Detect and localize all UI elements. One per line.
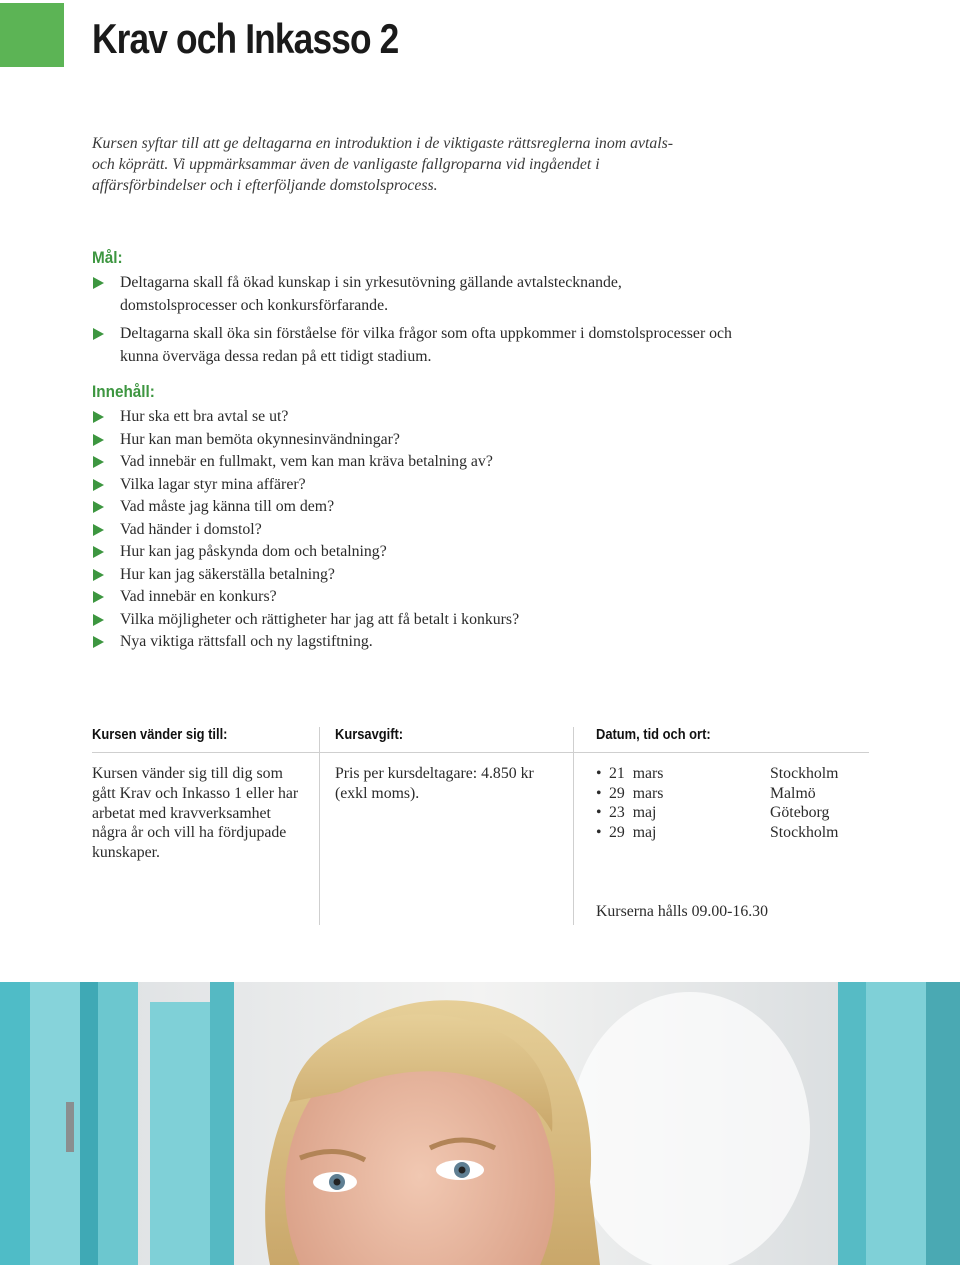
audience-text: Kursen vänder sig till dig som gått Krav och Inkasso 1 eller har arbetat med kravverksamhet några år och vill ha fördjupade kunskaper. <box>92 765 299 862</box>
triangle-bullet-icon <box>93 569 104 581</box>
content-list <box>92 406 792 654</box>
audience-heading: Kursen vänder sig till: <box>92 726 228 743</box>
triangle-bullet-icon <box>93 524 104 536</box>
list-item: Vilka möjligheter och rättigheter har jag att få betalt i konkurs? <box>92 609 792 632</box>
goals-heading: Mål: <box>92 248 123 267</box>
list-item: Hur ska ett bra avtal se ut? <box>92 406 792 429</box>
list-item: Vad händer i domstol? <box>92 519 792 542</box>
schedule-row: • 21 mars Stockholm <box>596 765 839 782</box>
triangle-bullet-icon <box>93 479 104 491</box>
page-title: Krav och Inkasso 2 <box>92 15 399 62</box>
triangle-bullet-icon <box>93 636 104 648</box>
course-hours: Kurserna hålls 09.00-16.30 <box>596 903 768 920</box>
list-item: Hur kan jag påskynda dom och betalning? <box>92 541 792 564</box>
fee-heading: Kursavgift: <box>335 726 404 743</box>
triangle-bullet-icon <box>93 411 104 423</box>
column-divider <box>573 727 574 925</box>
list-item: Vad innebär en fullmakt, vem kan man kräva betalning av? <box>92 451 792 474</box>
list-item: Deltagarna skall få ökad kunskap i sin yrkesutövning gällande avtalstecknande, domstolsprocesser och konkursförfarande. <box>92 272 732 317</box>
triangle-bullet-icon <box>93 614 104 626</box>
schedule-row: • 29 maj Stockholm <box>596 823 839 841</box>
column-divider <box>319 727 320 925</box>
schedule-row: • 29 mars Malmö <box>596 784 816 802</box>
table-divider <box>92 752 869 753</box>
triangle-bullet-icon <box>93 546 104 558</box>
list-item: Nya viktiga rättsfall och ny lagstiftning. <box>92 631 792 654</box>
goals-list <box>92 272 732 374</box>
schedule-list <box>596 764 856 842</box>
intro-paragraph: Kursen syftar till att ge deltagarna en introduktion i de viktigaste rättsreglerna inom avtals- och köprätt. Vi uppmärksammar även de vanligaste fallgroparna vid ingåendet i affärsförbindelser och i efterföljande domstolsprocess. <box>92 135 674 194</box>
triangle-bullet-icon <box>93 591 104 603</box>
list-item: Hur kan man bemöta okynnesinvändningar? <box>92 429 792 452</box>
list-item: Vad måste jag känna till om dem? <box>92 496 792 519</box>
triangle-bullet-icon <box>93 434 104 446</box>
woman-portrait-image <box>0 982 960 1265</box>
schedule-row: • 23 maj Göteborg <box>596 804 830 822</box>
fee-text: Pris per kursdeltagare: 4.850 kr (exkl moms). <box>335 765 534 802</box>
list-item: Vilka lagar styr mina affärer? <box>92 474 792 497</box>
triangle-bullet-icon <box>93 501 104 513</box>
triangle-bullet-icon <box>93 456 104 468</box>
content-heading: Innehåll: <box>92 382 155 401</box>
list-item: Deltagarna skall öka sin förståelse för vilka frågor som ofta uppkommer i domstolsprocesser och kunna överväga dessa redan på ett tidigt stadium. <box>92 323 732 368</box>
brand-green-square <box>0 3 64 67</box>
course-photo <box>0 982 960 1265</box>
triangle-bullet-icon <box>93 277 104 289</box>
list-item: Vad innebär en konkurs? <box>92 586 792 609</box>
schedule-heading: Datum, tid och ort: <box>596 726 711 743</box>
list-item: Hur kan jag säkerställa betalning? <box>92 564 792 587</box>
triangle-bullet-icon <box>93 328 104 340</box>
